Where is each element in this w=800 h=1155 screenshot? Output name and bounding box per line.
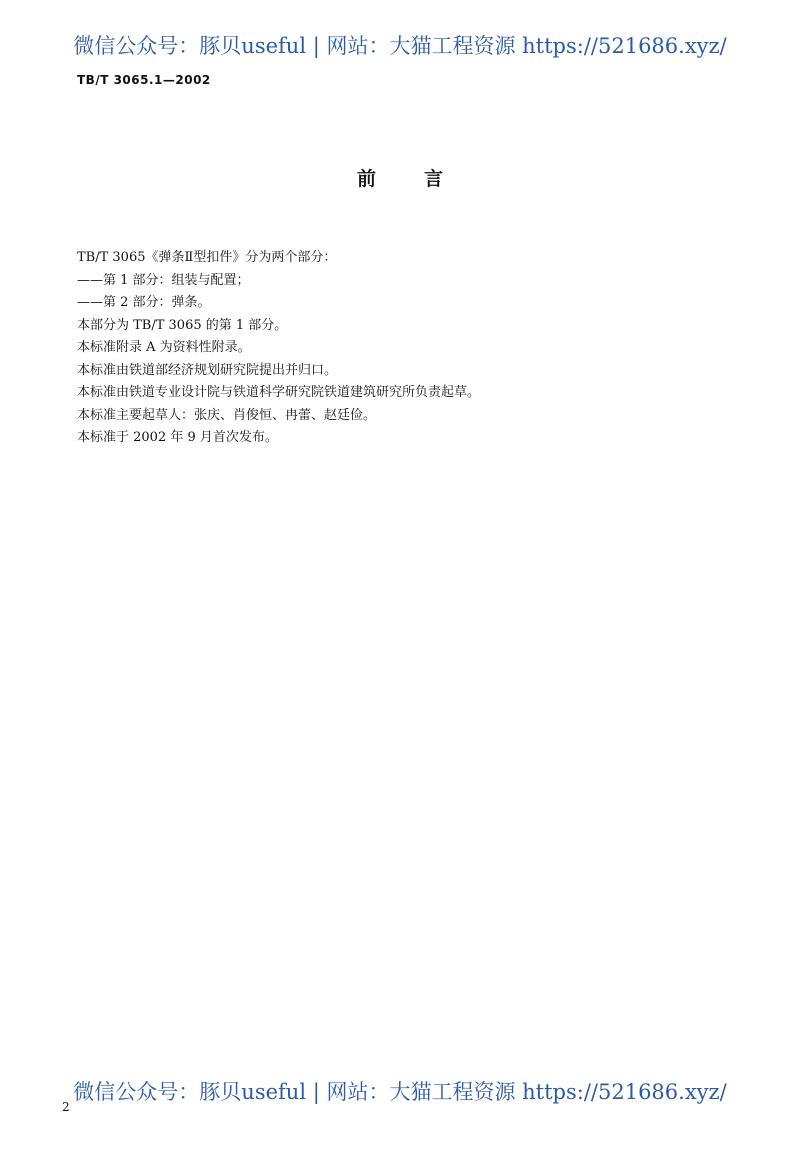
body-line: TB/T 3065《弹条Ⅱ型扣件》分为两个部分： [77,250,337,265]
body-line: 本标准由铁道部经济规划研究院提出并归口。 [77,362,338,378]
foreword-body [77,247,737,450]
body-line: 本标准主要起草人：张庆、肖俊恒、冉蕾、赵廷俭。 [77,407,377,423]
watermark-bottom: 微信公众号：豚贝useful | 网站：大猫工程资源 https://521686.xyz/ [73,1080,727,1104]
body-line: ——第 1 部分：组装与配置； [77,272,250,288]
body-line: 本标准于 2002 年 9 月首次发布。 [77,430,278,445]
body-line: ——第 2 部分：弹条。 [77,295,211,310]
body-line: 本标准由铁道专业设计院与铁道科学研究院铁道建筑研究所负责起草。 [77,385,481,400]
title-char-2: 言 [424,168,444,190]
body-line: 本部分为 TB/T 3065 的第 1 部分。 [77,317,288,333]
page-number: 2 [62,1100,70,1114]
page-title [0,164,800,191]
standard-code: TB/T 3065.1—2002 [77,73,211,87]
watermark-top: 微信公众号：豚贝useful | 网站：大猫工程资源 https://521686.xyz/ [73,34,727,58]
title-char-1: 前 [356,168,376,190]
body-line: 本标准附录 A 为资料性附录。 [77,340,251,355]
